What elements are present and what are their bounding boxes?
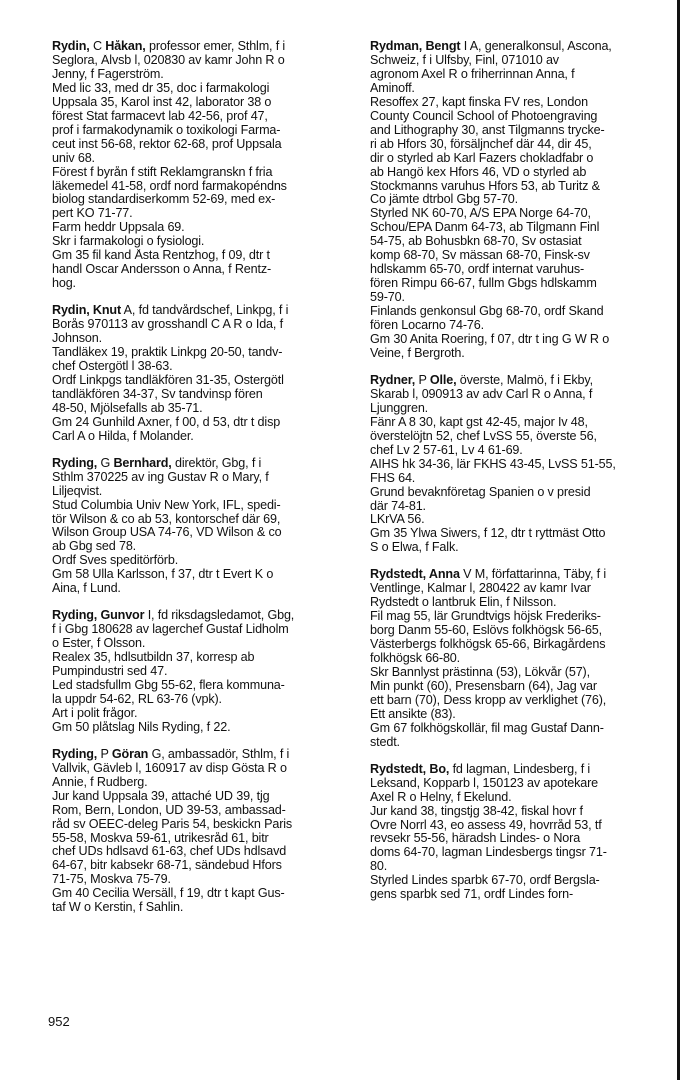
entry-line <box>52 457 352 471</box>
entry-text: 55-58, Moskva 59-61, utrikesråd 61, bitr <box>52 831 269 845</box>
entry-text: stedt. <box>370 735 400 749</box>
entry-text: Skr Bannlyst prästinna (53), Lökvår (57), <box>370 665 590 679</box>
entry-text: ab Gbg sed 78. <box>52 540 137 554</box>
entry-line <box>370 568 670 582</box>
entry-line <box>370 40 670 54</box>
entry-text: Pumpindustri sed 47. <box>52 665 168 679</box>
entry-line <box>370 722 670 736</box>
entry-text: ceut inst 56-68, rektor 62-68, prof Uppsala <box>52 137 282 151</box>
entry-text: Gm 50 plåtslag Nils Ryding, f 22. <box>52 720 231 734</box>
entry-text: Ordf Linkpgs tandläkfören 31-35, Östergötl <box>52 373 284 387</box>
entry-text: revsekr 55-56, häradsh Lindes- o Nora <box>370 832 581 846</box>
entry-line <box>52 402 352 416</box>
entry-line <box>370 791 670 805</box>
entry-text: Gm 35 Ylwa Siwers, f 12, dtr t ryttmäst Otto <box>370 527 606 541</box>
entry-text: doms 64-70, lagman Lindesbergs tingsr 71- <box>370 846 607 860</box>
entry-line <box>370 152 670 166</box>
entry-name: Rydstedt, Bo, <box>370 762 450 776</box>
entry-line <box>370 666 670 680</box>
entry-line <box>52 180 352 194</box>
entry-line <box>52 499 352 513</box>
entry-text: 71-75, Moskva 75-79. <box>52 873 171 887</box>
entry-text: förest Stat farmacevt lab 42-56, prof 47, <box>52 109 268 123</box>
entry-line <box>52 430 352 444</box>
entry-line <box>370 832 670 846</box>
entry-text: 48-50, Mjölsefalls ab 35-71. <box>52 401 203 415</box>
entry-line <box>52 790 352 804</box>
entry-line <box>370 82 670 96</box>
entry-text: Gm 40 Cecilia Wersäll, f 19, dtr t kapt Gus- <box>52 887 285 901</box>
entry-text: gens sparbk sed 71, ordf Lindes forn- <box>370 888 574 902</box>
entry-name: Rydin, <box>52 40 90 53</box>
entry-text: överstelöjtn 52, chef LvSS 55, överste 56, <box>370 429 597 443</box>
entry-text: Farm heddr Uppsala 69. <box>52 221 185 235</box>
entry-line <box>370 888 670 902</box>
entry-text: Västerbergs folkhögsk 65-66, Birkagårdens <box>370 638 606 652</box>
entry-text: Wilson Group USA 74-76, VD Wilson & co <box>52 526 282 540</box>
entry-text: LKrVA 56. <box>370 513 425 527</box>
entry-line <box>52 554 352 568</box>
entry-line <box>52 832 352 846</box>
entry-name: Olle, <box>429 373 457 387</box>
entry-line <box>370 193 670 207</box>
entry-line <box>370 110 670 124</box>
entry-line <box>52 859 352 873</box>
entry-text: County Council School of Photoengraving <box>370 109 598 123</box>
entry-text: V M, författarinna, Täby, f i <box>459 568 607 582</box>
entry-text: Fil mag 55, lär Grundtvigs höjsk Frederiks- <box>370 610 601 624</box>
entry-line <box>52 748 352 762</box>
entry-text: tandläkfören 34-37, Sv tandvinsp fören <box>52 387 263 401</box>
entry-line <box>52 901 352 915</box>
entry-text: Gm 30 Anita Roering, f 07, dtr t ing G W R o <box>370 333 610 347</box>
entry-name: Ryding, <box>52 747 98 761</box>
page-number: 952 <box>48 1014 70 1029</box>
entry-text: Övre Norrl 43, eo assess 49, hovrråd 53, tf <box>370 818 602 832</box>
left-column <box>52 40 352 928</box>
entry-text: Fänr A 8 30, kapt gst 42-45, major Iv 48, <box>370 415 588 429</box>
entry-line <box>52 609 352 623</box>
entry-text: professor emer, Sthlm, f i <box>145 40 286 53</box>
entry-line <box>52 40 352 54</box>
entry-text: P <box>97 747 112 761</box>
entry-text: C <box>89 40 106 53</box>
entry-text: P <box>415 373 430 387</box>
entry-line <box>52 54 352 68</box>
entry-name: Bernhard, <box>113 456 172 470</box>
entry-text: FHS 64. <box>370 471 416 485</box>
entry-line <box>370 235 670 249</box>
entry-text: dir o styrled ab Karl Fazers chokladfabr o <box>370 151 594 165</box>
entry-name: Rydner, <box>370 373 416 387</box>
entry-text: Stud Columbia Univ New York, IFL, spedi- <box>52 498 281 512</box>
entry-text: biolog standardiserkomm 52-69, med ex- <box>52 193 276 207</box>
entry-text: Min punkt (60), Presensbarn (64), Jag var <box>370 679 597 693</box>
entry-line <box>370 860 670 874</box>
entry-text: prof i farmakodynamik o toxikologi Farma- <box>52 123 281 137</box>
entry-line <box>370 500 670 514</box>
entry-line <box>52 637 352 651</box>
entry-text: råd sv OEEC-deleg Paris 54, beskickn Paris <box>52 817 293 831</box>
entry-text: Styrled NK 60-70, A/S EPA Norge 64-70, <box>370 207 591 221</box>
entry-line <box>52 416 352 430</box>
entry-text: chef UDs hdlsavd 61-63, chef UDs hdlsavd <box>52 845 287 859</box>
biography-entry <box>52 748 352 915</box>
entry-line <box>370 694 670 708</box>
entry-line <box>370 138 670 152</box>
entry-text: Borås 970113 av grosshandl C A R o Ida, f <box>52 318 283 332</box>
entry-text: chef Östergötl l 38-63. <box>52 359 173 373</box>
entry-line <box>52 360 352 374</box>
entry-line <box>370 736 670 750</box>
entry-text: Rom, Bern, London, UD 39-53, ambassad- <box>52 803 286 817</box>
entry-line <box>370 652 670 666</box>
entry-line <box>370 416 670 430</box>
entry-line <box>370 472 670 486</box>
entry-line <box>52 818 352 832</box>
entry-name: Håkan, <box>105 40 146 53</box>
entry-line <box>52 193 352 207</box>
entry-line <box>52 679 352 693</box>
entry-text: Tandläkex 19, praktik Linkpg 20-50, tandv- <box>52 346 283 360</box>
entry-line <box>370 486 670 500</box>
entry-text: Resoffex 27, kapt finska FV res, London <box>370 95 588 109</box>
entry-text: Co jämte dtrbol Gbg 57-70. <box>370 193 519 207</box>
biography-entry <box>370 40 670 361</box>
entry-text: univ 68. <box>52 151 95 165</box>
entry-text: Ventlinge, Kalmar l, 280422 av kamr Ivar <box>370 582 591 596</box>
entry-text: folkhögsk 66-80. <box>370 652 461 666</box>
entry-line <box>52 721 352 735</box>
entry-line <box>370 277 670 291</box>
entry-text: fören Rimpu 66-67, fullm Gbgs hdlskamm <box>370 277 597 291</box>
biography-entry <box>370 374 670 555</box>
entry-text: Med lic 33, med dr 35, doc i farmakologi <box>52 81 270 95</box>
entry-line <box>52 526 352 540</box>
entry-line <box>52 82 352 96</box>
entry-text: komp 68-70, Sv mässan 68-70, Finsk-sv <box>370 249 590 263</box>
entry-text: fören Locarno 74-76. <box>370 319 484 333</box>
entry-line <box>370 610 670 624</box>
entry-text: läkemedel 41-58, ordf nord farmakopéndns <box>52 179 287 193</box>
entry-line <box>52 96 352 110</box>
entry-name: Göran <box>111 747 149 761</box>
biography-entry <box>52 457 352 597</box>
entry-name: Rydstedt, Anna <box>370 568 460 582</box>
entry-text: and Lithography 30, anst Tilgmanns trycke- <box>370 123 605 137</box>
entry-text: chef Lv 2 57-61, Lv 4 61-69. <box>370 443 523 457</box>
entry-line <box>370 874 670 888</box>
entry-line <box>52 693 352 707</box>
entry-text: Gm 67 folkhögskollär, fil mag Gustaf Dann- <box>370 721 604 735</box>
entry-line <box>52 582 352 596</box>
entry-text: Gm 58 Ulla Karlsson, f 37, dtr t Evert K o <box>52 568 274 582</box>
entry-text: överste, Malmö, f i Ekby, <box>456 373 593 387</box>
entry-line <box>370 638 670 652</box>
right-column <box>370 40 670 915</box>
entry-line <box>52 513 352 527</box>
entry-name: Rydman, Bengt <box>370 40 461 53</box>
entry-line <box>370 458 670 472</box>
entry-text: G, ambassadör, Sthlm, f i <box>148 747 290 761</box>
entry-text: AIHS hk 34-36, lär FKHS 43-45, LvSS 51-55, <box>370 457 616 471</box>
entry-line <box>52 263 352 277</box>
entry-text: Led stadsfullm Gbg 55-62, flera kommuna- <box>52 678 285 692</box>
entry-text: S o Elwa, f Falk. <box>370 541 459 555</box>
entry-line <box>370 347 670 361</box>
entry-text: Realex 35, hdlsutbildn 37, korresp ab <box>52 651 255 665</box>
entry-line <box>370 166 670 180</box>
entry-line <box>52 651 352 665</box>
entry-line <box>370 582 670 596</box>
entry-text: Jenny, f Fagerström. <box>52 67 164 81</box>
entry-text: Veine, f Bergroth. <box>370 346 465 360</box>
entry-text: o Ester, f Olsson. <box>52 637 146 651</box>
entry-line <box>370 596 670 610</box>
entry-text: Förest f byrån f stift Reklamgranskn f fria <box>52 165 273 179</box>
entry-text: där 74-81. <box>370 499 426 513</box>
entry-name: Ryding, <box>52 456 98 470</box>
entry-text: ett barn (70), Dess kropp av verklighet (76), <box>370 693 607 707</box>
entry-line <box>52 277 352 291</box>
entry-text: f i Gbg 180628 av lagerchef Gustaf Lidholm <box>52 623 289 637</box>
entry-text: Skr i farmakologi o fysiologi. <box>52 235 205 249</box>
entry-text: Axel R o Helny, f Ekelund. <box>370 790 512 804</box>
entry-line <box>370 430 670 444</box>
entry-text: Jur kand Uppsala 39, attaché UD 39, tjg <box>52 789 270 803</box>
entry-text: A, fd tandvårdschef, Linkpg, f i <box>121 304 289 318</box>
entry-line <box>370 221 670 235</box>
entry-line <box>52 873 352 887</box>
entry-line <box>370 805 670 819</box>
entry-line <box>52 221 352 235</box>
entry-line <box>370 374 670 388</box>
entry-line <box>370 180 670 194</box>
entry-line <box>370 263 670 277</box>
entry-line <box>370 249 670 263</box>
entry-line <box>370 291 670 305</box>
entry-text: Ljunggren. <box>370 401 429 415</box>
entry-line <box>52 568 352 582</box>
biography-entry <box>52 40 352 291</box>
entry-line <box>52 374 352 388</box>
entry-text: Carl A o Hilda, f Molander. <box>52 429 194 443</box>
entry-text: 80. <box>370 860 388 874</box>
entry-line <box>52 152 352 166</box>
entry-text: Art i polit frågor. <box>52 706 138 720</box>
entry-text: Vallvik, Gävleb l, 160917 av disp Gösta R o <box>52 761 287 775</box>
entry-text: handl Oscar Andersson o Anna, f Rentz- <box>52 263 272 277</box>
entry-line <box>52 304 352 318</box>
entry-line <box>370 819 670 833</box>
entry-text: Annie, f Rudberg. <box>52 775 148 789</box>
entry-text: 64-67, bitr kabsekr 68-71, sändebud Hfors <box>52 859 282 873</box>
entry-line <box>370 305 670 319</box>
entry-text: Jur kand 38, tingstjg 38-42, fiskal hovr f <box>370 804 583 818</box>
entry-line <box>52 707 352 721</box>
entry-line <box>52 776 352 790</box>
entry-text: direktör, Gbg, f i <box>171 456 262 470</box>
entry-line <box>52 388 352 402</box>
entry-line <box>52 110 352 124</box>
entry-line <box>370 527 670 541</box>
entry-line <box>370 68 670 82</box>
biography-entry <box>52 304 352 444</box>
entry-line <box>370 319 670 333</box>
entry-line <box>52 68 352 82</box>
entry-line <box>370 763 670 777</box>
entry-text: Ett ansikte (83). <box>370 707 456 721</box>
entry-text: hog. <box>52 277 76 291</box>
entry-line <box>52 332 352 346</box>
entry-text: Skarab l, 090913 av adv Carl R o Anna, f <box>370 387 593 401</box>
entry-line <box>370 513 670 527</box>
entry-line <box>52 845 352 859</box>
entry-line <box>52 124 352 138</box>
entry-text: ab Hangö kex Hfors 46, VD o styrled ab <box>370 165 587 179</box>
entry-line <box>52 540 352 554</box>
entry-line <box>52 166 352 180</box>
entry-name: Ryding, Gunvor <box>52 609 145 623</box>
entry-line <box>370 846 670 860</box>
entry-line <box>52 665 352 679</box>
biography-entry <box>370 763 670 903</box>
biography-entry <box>370 568 670 749</box>
entry-text: Rydstedt o lantbruk Elin, f Nilsson. <box>370 596 557 610</box>
entry-line <box>370 54 670 68</box>
entry-text: Schweiz, f i Ulfsby, Finl, 071010 av <box>370 53 559 67</box>
biography-entry <box>52 609 352 735</box>
entry-line <box>52 485 352 499</box>
entry-line <box>52 762 352 776</box>
entry-text: ri ab Hfors 30, försäljnchef där 44, dir 45, <box>370 137 592 151</box>
entry-text: Aina, f Lund. <box>52 582 121 596</box>
entry-line <box>52 887 352 901</box>
entry-line <box>52 138 352 152</box>
entry-line <box>52 207 352 221</box>
entry-line <box>370 207 670 221</box>
entry-line <box>370 541 670 555</box>
entry-line <box>52 804 352 818</box>
entry-text: Uppsala 35, Karol inst 42, laborator 38 o <box>52 95 272 109</box>
entry-line <box>370 402 670 416</box>
entry-text: taf W o Kerstin, f Sahlin. <box>52 901 184 915</box>
entry-line <box>52 471 352 485</box>
entry-text: Ordf Sves speditörförb. <box>52 554 179 568</box>
entry-text: Leksand, Kopparb l, 150123 av apotekare <box>370 776 599 790</box>
entry-text: pert KO 71-77. <box>52 207 133 221</box>
entry-text: agronom Axel R o friherrinnan Anna, f <box>370 67 575 81</box>
entry-line <box>52 318 352 332</box>
entry-text: Seglora, Älvsb l, 020830 av kamr John R o <box>52 53 285 67</box>
entry-line <box>370 96 670 110</box>
entry-text: I A, generalkonsul, Ascona, <box>460 40 612 53</box>
entry-line <box>370 333 670 347</box>
entry-text: Sthlm 370225 av ing Gustav R o Mary, f <box>52 470 269 484</box>
entry-line <box>52 249 352 263</box>
entry-name: Rydin, Knut <box>52 304 122 318</box>
entry-text: G <box>97 456 114 470</box>
entry-text: hdlskamm 65-70, ordf internat varuhus- <box>370 263 585 277</box>
entry-text: la uppdr 54-62, RL 63-76 (vpk). <box>52 692 222 706</box>
entry-text: fd lagman, Lindesberg, f i <box>449 762 591 776</box>
entry-line <box>370 124 670 138</box>
entry-text: borg Danm 55-60, Eslövs folkhögsk 56-65, <box>370 624 603 638</box>
entry-text: Liljeqvist. <box>52 484 103 498</box>
entry-line <box>370 444 670 458</box>
entry-text: Johnson. <box>52 332 102 346</box>
entry-line <box>52 623 352 637</box>
entry-line <box>370 624 670 638</box>
entry-text: I, fd riksdagsledamot, Gbg, <box>144 609 295 623</box>
entry-text: Styrled Lindes sparbk 67-70, ordf Bergsla- <box>370 874 600 888</box>
entry-line <box>370 680 670 694</box>
entry-line <box>370 777 670 791</box>
entry-line <box>370 708 670 722</box>
entry-line <box>52 235 352 249</box>
entry-text: Aminoff. <box>370 81 415 95</box>
entry-text: Gm 35 fil kand Åsta Rentzhog, f 09, dtr t <box>52 249 270 263</box>
entry-text: Stockmanns varuhus Hfors 53, ab Turitz & <box>370 179 600 193</box>
entry-text: Finlands genkonsul Gbg 68-70, ordf Skand <box>370 305 604 319</box>
entry-line <box>370 388 670 402</box>
entry-text: 54-75, ab Bohusbkn 68-70, Sv ostasiat <box>370 235 582 249</box>
entry-line <box>52 346 352 360</box>
entry-text: Grund bevaknföretag Spanien o v presid <box>370 485 591 499</box>
entry-text: Gm 24 Gunhild Axner, f 00, d 53, dtr t disp <box>52 415 281 429</box>
entry-text: Schou/EPA Danm 64-73, ab Tilgmann Finl <box>370 221 600 235</box>
entry-text: 59-70. <box>370 291 405 305</box>
entry-text: tör Wilson & co ab 53, kontorschef där 69, <box>52 512 281 526</box>
